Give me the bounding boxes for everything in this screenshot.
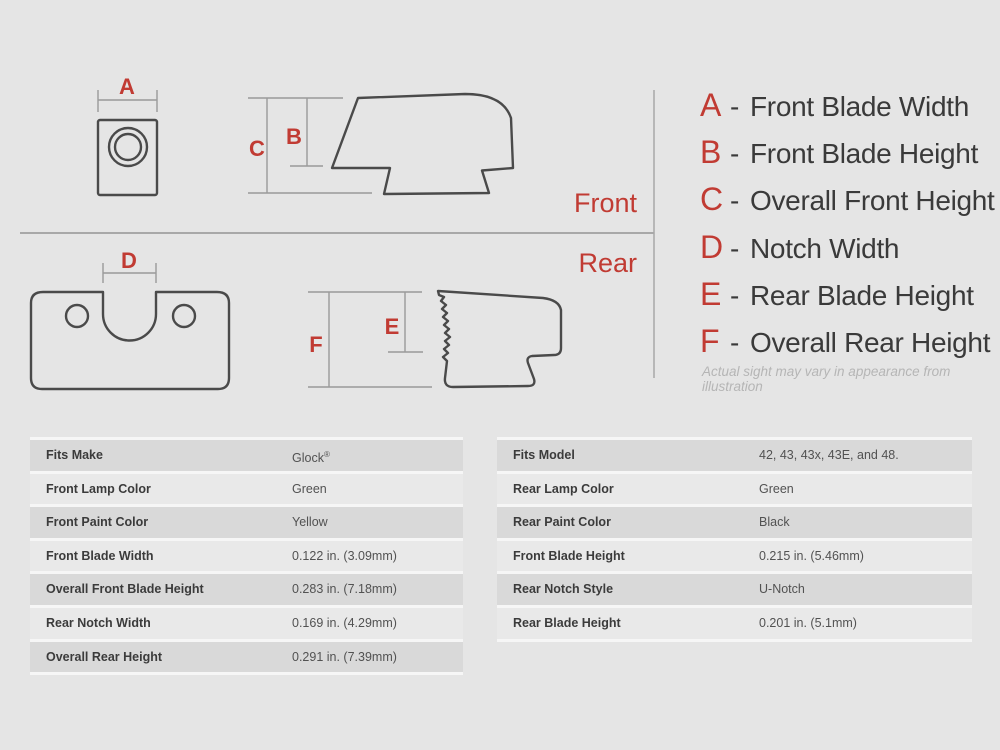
- rear-sight-front-view: [31, 292, 229, 389]
- spec-row: [30, 608, 463, 642]
- legend-dash: -: [730, 279, 740, 311]
- legend-letter: C: [700, 181, 724, 218]
- legend-dash: -: [730, 91, 740, 122]
- spec-row: [30, 474, 463, 508]
- spec-row: [30, 541, 463, 575]
- front-lamp-inner-ring: [115, 134, 141, 160]
- spec-value: 0.215 in. (5.46mm): [759, 548, 864, 563]
- spec-table-left: [30, 437, 463, 675]
- front-sight-top-view: [98, 120, 157, 195]
- legend-row-d: [700, 228, 900, 265]
- spec-label: Rear Blade Height: [513, 615, 621, 630]
- spec-label: Fits Model: [513, 448, 575, 462]
- spec-row: [497, 608, 972, 642]
- spec-value: Green: [759, 481, 794, 496]
- spec-row: [497, 541, 972, 575]
- spec-label: Rear Notch Style: [513, 582, 614, 597]
- spec-value: Glock®: [292, 450, 330, 466]
- spec-label: Front Blade Height: [513, 548, 625, 563]
- dim-letter-f: F: [309, 332, 323, 357]
- legend-label: Overall Rear Height: [750, 327, 991, 358]
- legend-row-e: [700, 275, 974, 312]
- spec-label: Overall Front Blade Height: [46, 582, 204, 597]
- spec-row: [497, 440, 972, 474]
- legend-letter: F: [700, 323, 720, 359]
- spec-row: [30, 507, 463, 541]
- spec-table-right: [497, 437, 972, 642]
- spec-row: [30, 574, 463, 608]
- spec-label: Rear Notch Width: [46, 615, 151, 630]
- spec-value: 0.291 in. (7.39mm): [292, 649, 397, 664]
- front-view-label: Front: [573, 188, 637, 218]
- spec-value: Yellow: [292, 515, 328, 530]
- spec-row: [30, 642, 463, 676]
- spec-row: [497, 574, 972, 608]
- legend-letter: D: [700, 228, 724, 265]
- legend-dash: -: [730, 327, 740, 358]
- spec-label: Fits Make: [46, 448, 103, 462]
- spec-label: Overall Rear Height: [46, 649, 163, 664]
- legend-letter: E: [700, 275, 722, 312]
- legend-row-b: [700, 134, 979, 171]
- legend-label: Notch Width: [750, 232, 900, 264]
- spec-value: 0.122 in. (3.09mm): [292, 548, 397, 563]
- spec-row: [497, 507, 972, 541]
- spec-value: Green: [292, 481, 327, 496]
- legend-label: Overall Front Height: [750, 185, 995, 217]
- dim-letter-d: D: [121, 248, 137, 273]
- rear-lamp-left: [66, 305, 88, 327]
- legend-row-f: [700, 325, 990, 357]
- disclaimer-note: Actual sight may vary in appearance from illustration: [702, 364, 951, 394]
- spec-value: 0.201 in. (5.1mm): [759, 615, 857, 630]
- spec-value: 42, 43, 43x, 43E, and 48.: [759, 448, 899, 462]
- dimension-lines: [98, 90, 432, 387]
- front-sight-side-view: [332, 94, 513, 194]
- spec-label: Rear Paint Color: [513, 515, 611, 530]
- dim-letter-b: B: [286, 124, 302, 149]
- spec-label: Rear Lamp Color: [513, 481, 614, 496]
- spec-value: Black: [759, 515, 790, 530]
- spec-label: Front Blade Width: [46, 548, 154, 563]
- spec-value: U-Notch: [759, 582, 805, 597]
- rear-lamp-right: [173, 305, 195, 327]
- legend-label: Rear Blade Height: [750, 279, 974, 311]
- spec-label: Front Paint Color: [46, 515, 149, 530]
- dim-letter-e: E: [384, 314, 400, 339]
- dim-letter-a: A: [119, 74, 135, 99]
- spec-label: Front Lamp Color: [46, 481, 151, 496]
- spec-value: 0.169 in. (4.29mm): [292, 615, 397, 630]
- rear-view-label: Rear: [578, 248, 637, 278]
- spec-row: [497, 474, 972, 508]
- legend-row-a: [700, 89, 969, 121]
- legend-label: Front Blade Height: [750, 138, 979, 170]
- spec-value: 0.283 in. (7.18mm): [292, 582, 397, 597]
- dim-letter-c: C: [249, 136, 265, 161]
- legend-label: Front Blade Width: [750, 91, 969, 122]
- legend-row-c: [700, 181, 995, 218]
- legend-dash: -: [730, 185, 740, 217]
- rear-sight-side-view: [438, 291, 561, 387]
- legend-letter: B: [700, 134, 722, 171]
- legend-dash: -: [730, 138, 740, 170]
- legend-dash: -: [730, 232, 740, 264]
- spec-row: [30, 440, 463, 474]
- legend-letter: A: [700, 87, 722, 123]
